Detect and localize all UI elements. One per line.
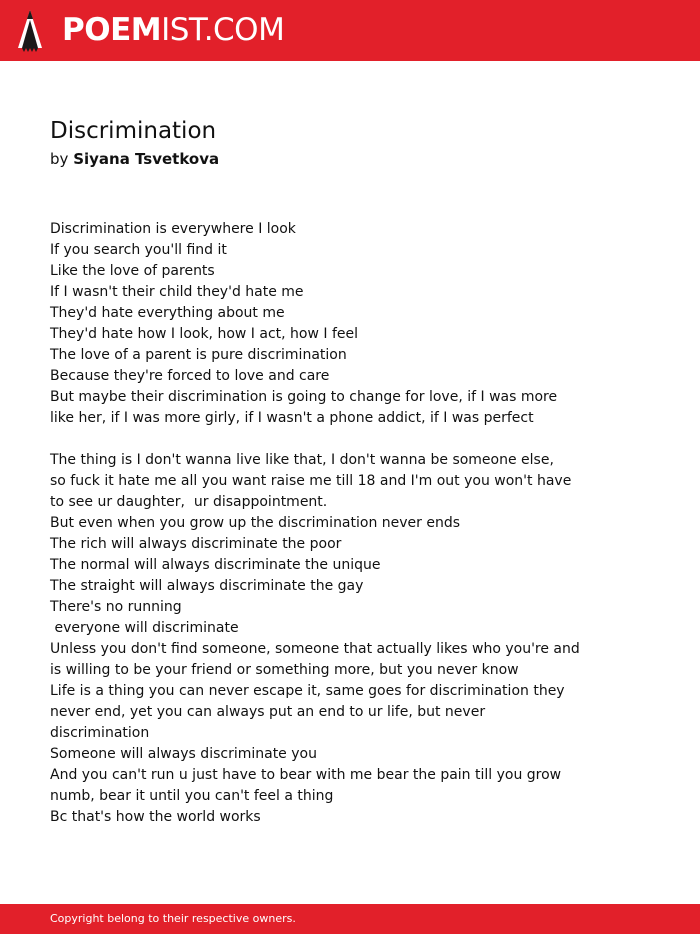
poem-line: Life is a thing you can never escape it, same goes for discrimination they <box>50 683 565 699</box>
poem-line: to see ur daughter, ur disappointment. <box>50 494 328 510</box>
poem-line: Because they're forced to love and care <box>50 368 330 384</box>
poem-line: never end, yet you can always put an end to ur life, but never <box>50 704 486 720</box>
poem-line: like her, if I was more girly, if I wasn't a phone addict, if I was perfect <box>50 410 534 426</box>
poem-line: The normal will always discriminate the unique <box>50 557 381 573</box>
poem-line: numb, bear it until you can't feel a thing <box>50 788 334 804</box>
poem-line: discrimination <box>50 725 150 741</box>
poem-line: They'd hate how I look, how I act, how I feel <box>50 326 359 342</box>
poem-line: Unless you don't find someone, someone that actually likes who you're and <box>50 641 580 657</box>
poem-line: They'd hate everything about me <box>50 305 285 321</box>
stanza-break <box>50 429 610 450</box>
poem-line: The thing is I don't wanna live like that, I don't wanna be someone else, <box>50 452 554 468</box>
poem-line: Discrimination is everywhere I look <box>50 221 296 237</box>
poem-byline <box>50 149 219 169</box>
site-logo[interactable] <box>62 11 284 49</box>
poem-line: Someone will always discriminate you <box>50 746 317 762</box>
poem-line: The straight will always discriminate the gay <box>50 578 364 594</box>
poem-body <box>50 219 610 828</box>
author-name: Siyana Tsvetkova <box>73 150 220 168</box>
poem-line: If I wasn't their child they'd hate me <box>50 284 304 300</box>
logo-light-text: IST.COM <box>161 12 285 48</box>
poem-line: There's no running <box>50 599 182 615</box>
poem-line: Bc that's how the world works <box>50 809 261 825</box>
site-footer <box>0 904 700 934</box>
site-header <box>0 0 700 61</box>
poem-title: Discrimination <box>50 118 217 144</box>
by-label: by <box>50 150 69 168</box>
copyright-text: Copyright belong to their respective owners. <box>50 912 296 925</box>
pencil-tip-icon <box>16 9 44 53</box>
poem-line: so fuck it hate me all you want raise me till 18 and I'm out you won't have <box>50 473 572 489</box>
poem-line: everyone will discriminate <box>50 620 239 636</box>
poem-line: The rich will always discriminate the poor <box>50 536 342 552</box>
poem-line: Like the love of parents <box>50 263 215 279</box>
poem-line: If you search you'll find it <box>50 242 227 258</box>
poem-line: But even when you grow up the discrimination never ends <box>50 515 461 531</box>
logo-strong-text: POEM <box>62 12 162 48</box>
poem-line: is willing to be your friend or something more, but you never know <box>50 662 519 678</box>
poem-line: The love of a parent is pure discrimination <box>50 347 347 363</box>
poem-line: But maybe their discrimination is going to change for love, if I was more <box>50 389 558 405</box>
poem-line: And you can't run u just have to bear with me bear the pain till you grow <box>50 767 562 783</box>
